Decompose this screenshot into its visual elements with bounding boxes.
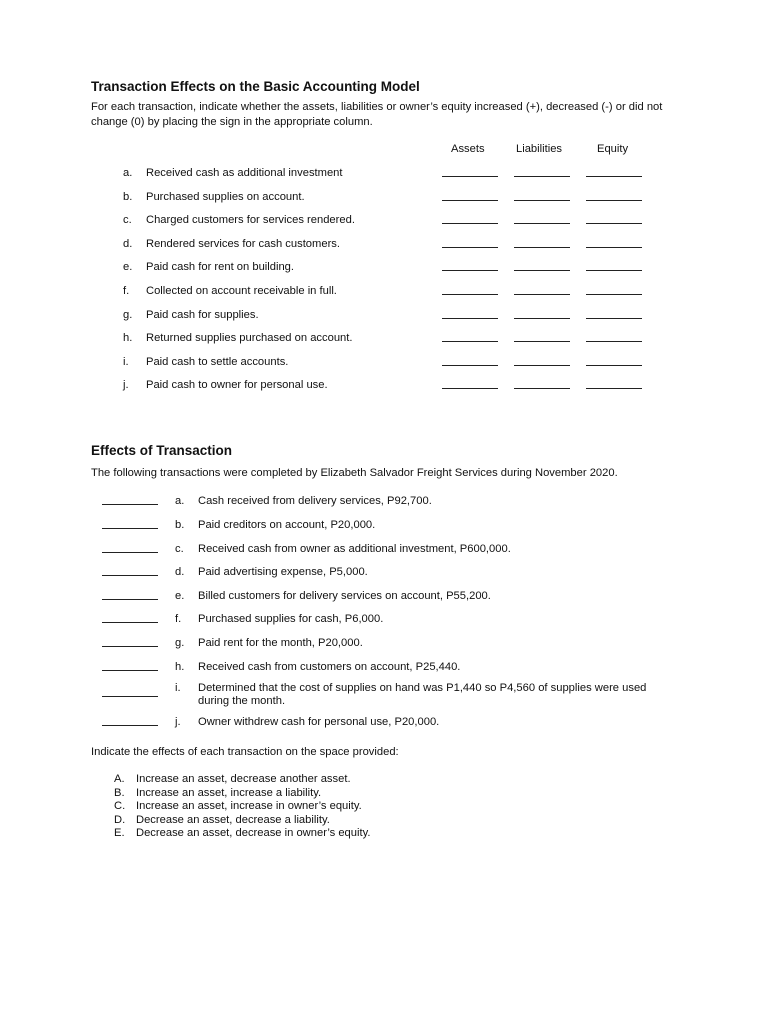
option-letter: E. — [114, 827, 125, 840]
transaction-letter: a. — [175, 495, 185, 507]
transaction-letter: i. — [123, 355, 129, 368]
transaction-letter: a. — [123, 167, 133, 179]
transaction-row — [0, 379, 768, 395]
transaction-text: Returned supplies purchased on account. — [146, 332, 353, 345]
transaction-text: Received cash from owner as additional investment, P600,000. — [198, 543, 511, 555]
equity-answer-blank[interactable] — [586, 214, 642, 224]
transaction-row — [0, 356, 768, 372]
transaction-letter: b. — [123, 190, 133, 203]
transaction-letter: g. — [175, 637, 185, 649]
transaction-row — [0, 332, 768, 348]
transaction-text: Paid creditors on account, P20,000. — [198, 519, 376, 531]
transaction-text: Cash received from delivery services, P92,700. — [198, 495, 432, 507]
equity-answer-blank[interactable] — [586, 238, 642, 248]
transaction-letter: c. — [175, 543, 184, 555]
transaction-letter: h. — [175, 661, 185, 673]
transaction-letter: e. — [175, 590, 185, 602]
transaction-row — [0, 285, 768, 301]
option-text: Increase an asset, increase a liability. — [136, 786, 322, 799]
assets-answer-blank[interactable] — [442, 238, 498, 248]
transaction-text: Paid cash for rent on building. — [146, 261, 295, 274]
option-letter: B. — [114, 786, 125, 799]
liabilities-answer-blank[interactable] — [514, 309, 570, 319]
equity-answer-blank[interactable] — [586, 356, 642, 366]
effect-answer-blank[interactable] — [102, 661, 158, 671]
equity-answer-blank[interactable] — [586, 191, 642, 201]
option-letter: C. — [114, 800, 126, 813]
column-equity: Equity — [597, 143, 629, 155]
assets-answer-blank[interactable] — [442, 285, 498, 295]
equity-answer-blank[interactable] — [586, 261, 642, 271]
transaction-letter: f. — [175, 613, 182, 625]
section2-title: Effects of Transaction — [91, 443, 233, 458]
transaction-text: Paid cash to settle accounts. — [146, 355, 289, 368]
transaction-text: Charged customers for services rendered. — [146, 214, 355, 227]
equity-answer-blank[interactable] — [586, 309, 642, 319]
transaction-letter: e. — [123, 261, 133, 274]
liabilities-answer-blank[interactable] — [514, 167, 570, 177]
transaction-text: Collected on account receivable in full. — [146, 285, 337, 297]
assets-answer-blank[interactable] — [442, 379, 498, 389]
effect-answer-blank[interactable] — [102, 687, 158, 697]
transaction-row — [0, 214, 768, 230]
transaction-letter: d. — [123, 237, 133, 250]
section2-intro: The following transactions were completed by Elizabeth Salvador Freight Services during November 2020. — [91, 467, 618, 479]
option-text: Decrease an asset, decrease in owner’s equity. — [136, 827, 371, 840]
transaction-text: Determined that the cost of supplies on hand was P1,440 so P4,560 of supplies were used during the month. — [198, 682, 647, 707]
effect-answer-blank[interactable] — [102, 637, 158, 647]
effect-answer-blank[interactable] — [102, 613, 158, 623]
equity-answer-blank[interactable] — [586, 167, 642, 177]
effect-answer-blank[interactable] — [102, 566, 158, 576]
transaction-row — [0, 167, 768, 183]
transaction-letter: j. — [175, 716, 181, 728]
column-liabilities: Liabilities — [516, 143, 563, 155]
transaction-letter: f. — [123, 285, 130, 297]
assets-answer-blank[interactable] — [442, 167, 498, 177]
liabilities-answer-blank[interactable] — [514, 214, 570, 224]
liabilities-answer-blank[interactable] — [514, 238, 570, 248]
liabilities-answer-blank[interactable] — [514, 191, 570, 201]
effect-answer-blank[interactable] — [102, 495, 158, 505]
effect-answer-blank[interactable] — [102, 543, 158, 553]
liabilities-answer-blank[interactable] — [514, 332, 570, 342]
section1-instructions: For each transaction, indicate whether the assets, liabilities or owner’s equity increased (+), decreased (-) or did not change (0) by placing the sign in the appropriate column. — [91, 101, 663, 128]
assets-answer-blank[interactable] — [442, 191, 498, 201]
transaction-text: Paid rent for the month, P20,000. — [198, 637, 363, 649]
transaction-row — [0, 261, 768, 277]
transaction-letter: j. — [123, 379, 129, 392]
liabilities-answer-blank[interactable] — [514, 261, 570, 271]
transaction-row — [0, 238, 768, 254]
transaction-text: Received cash as additional investment — [146, 167, 343, 179]
transaction-letter: i. — [175, 682, 181, 694]
option-text: Increase an asset, increase in owner’s equity. — [136, 800, 362, 813]
transaction-text: Billed customers for delivery services on account, P55,200. — [198, 590, 491, 602]
effect-answer-blank[interactable] — [102, 519, 158, 529]
section2-prompt: Indicate the effects of each transaction on the space provided: — [91, 746, 399, 758]
assets-answer-blank[interactable] — [442, 261, 498, 271]
transaction-text: Paid cash to owner for personal use. — [146, 379, 328, 392]
option-text: Decrease an asset, decrease a liability. — [136, 813, 330, 826]
transaction-letter: g. — [123, 308, 133, 321]
transaction-letter: h. — [123, 332, 133, 345]
equity-answer-blank[interactable] — [586, 332, 642, 342]
transaction-letter: c. — [123, 214, 132, 227]
transaction-row — [0, 191, 768, 207]
transaction-text: Paid cash for supplies. — [146, 308, 259, 321]
column-assets: Assets — [451, 143, 485, 155]
liabilities-answer-blank[interactable] — [514, 379, 570, 389]
transaction-row — [0, 309, 768, 325]
option-letter: D. — [114, 813, 126, 826]
section1-title: Transaction Effects on the Basic Accounting Model — [91, 79, 420, 94]
transaction-text: Purchased supplies for cash, P6,000. — [198, 613, 384, 625]
transaction-text: Purchased supplies on account. — [146, 190, 305, 203]
equity-answer-blank[interactable] — [586, 379, 642, 389]
transaction-letter: d. — [175, 566, 185, 578]
effect-answer-blank[interactable] — [102, 716, 158, 726]
transaction-text: Received cash from customers on account, P25,440. — [198, 661, 461, 673]
assets-answer-blank[interactable] — [442, 356, 498, 366]
option-text: Increase an asset, decrease another asset. — [136, 773, 351, 785]
effect-answer-blank[interactable] — [102, 590, 158, 600]
transaction-text: Rendered services for cash customers. — [146, 237, 340, 250]
option-letter: A. — [114, 773, 125, 785]
equity-answer-blank[interactable] — [586, 285, 642, 295]
transaction-text: Paid advertising expense, P5,000. — [198, 566, 368, 578]
transaction-text: Owner withdrew cash for personal use, P20,000. — [198, 716, 440, 728]
liabilities-answer-blank[interactable] — [514, 285, 570, 295]
assets-answer-blank[interactable] — [442, 309, 498, 319]
transaction-letter: b. — [175, 519, 185, 531]
assets-answer-blank[interactable] — [442, 214, 498, 224]
assets-answer-blank[interactable] — [442, 332, 498, 342]
liabilities-answer-blank[interactable] — [514, 356, 570, 366]
